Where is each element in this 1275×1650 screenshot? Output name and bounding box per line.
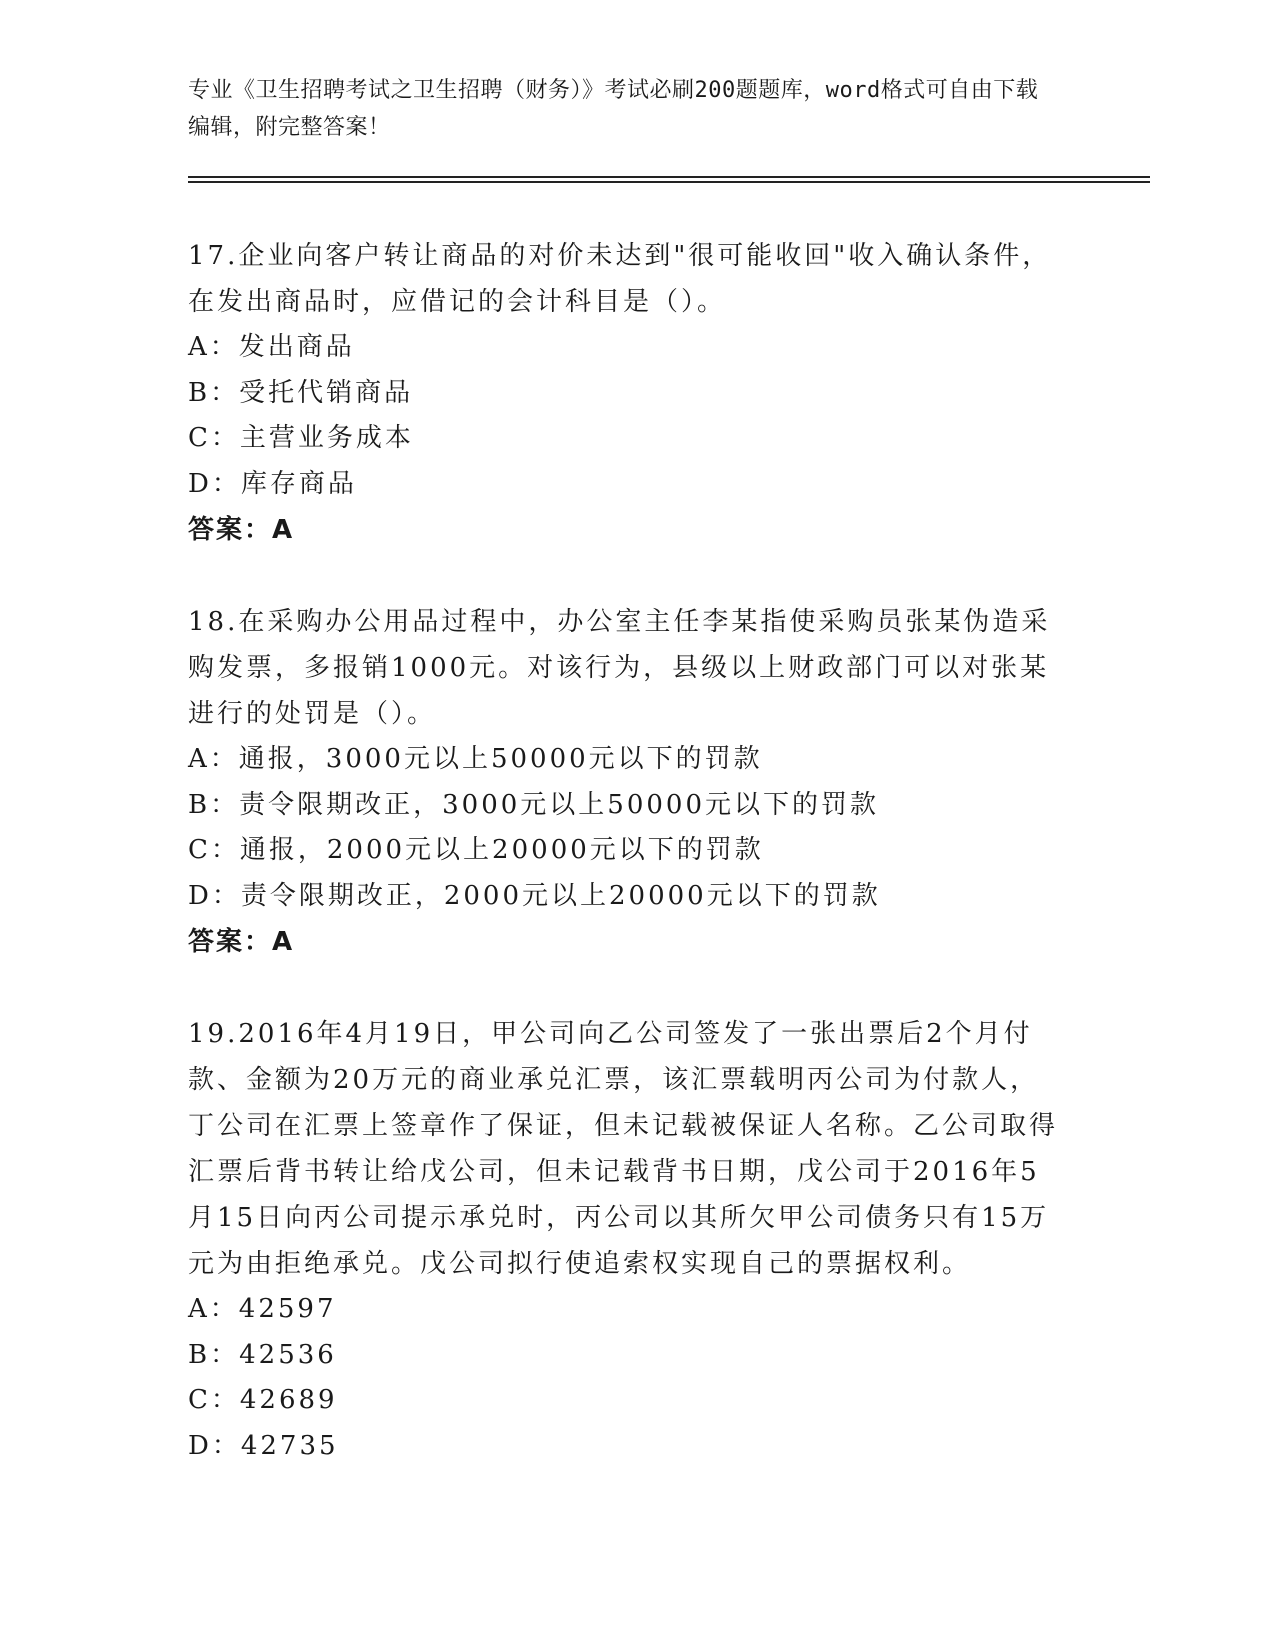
document-intro: 专业《卫生招聘考试之卫生招聘（财务）》考试必刷200题题库，word格式可自由下载编辑，附完整答案！	[188, 78, 1039, 140]
option-d: D：责令限期改正，2000元以上20000元以下的罚款	[188, 880, 881, 911]
option-c: C：主营业务成本	[188, 423, 414, 453]
option-d: D：42735	[188, 1430, 339, 1461]
option-b: B：42536	[188, 1339, 337, 1370]
question-19	[188, 1011, 1068, 1469]
option-b: B：受托代销商品	[188, 377, 414, 408]
question-stem: 17.企业向客户转让商品的对价未达到"很可能收回"收入确认条件，在发出商品时，应借记的会计科目是（）。	[188, 241, 1052, 317]
header-rule-bottom	[188, 181, 1150, 183]
question-stem: 19.2016年4月19日，甲公司向乙公司签发了一张出票后2个月付款、金额为20万元的商业承兑汇票，该汇票载明丙公司为付款人，丁公司在汇票上签章作了保证，但未记载被保证人名称。乙公司取得汇票后背书转让给戊公司，但未记载背书日期，戊公司于2016年5月15日向丙公司提示承兑时，丙公司以其所欠甲公司债务只有15万元为由拒绝承兑。戊公司拟行使追索权实现自己的票据权利。	[188, 1019, 1059, 1279]
question-18	[188, 599, 1068, 965]
question-stem: 18.在采购办公用品过程中，办公室主任李某指使采购员张某伪造采购发票，多报销1000元。对该行为，县级以上财政部门可以对张某进行的处罚是（）。	[188, 607, 1051, 729]
option-a: A：42597	[188, 1294, 337, 1324]
option-a: A：通报，3000元以上50000元以下的罚款	[188, 744, 763, 774]
option-a: A：发出商品	[188, 332, 355, 362]
answer-label: 答案：A	[188, 515, 295, 545]
option-c: C：42689	[188, 1385, 338, 1415]
option-b: B：责令限期改正，3000元以上50000元以下的罚款	[188, 789, 879, 820]
option-d: D：库存商品	[188, 468, 357, 499]
question-17	[188, 233, 1068, 553]
answer-label: 答案：A	[188, 927, 295, 957]
header-rule-top	[188, 176, 1150, 178]
option-c: C：通报，2000元以上20000元以下的罚款	[188, 835, 764, 865]
